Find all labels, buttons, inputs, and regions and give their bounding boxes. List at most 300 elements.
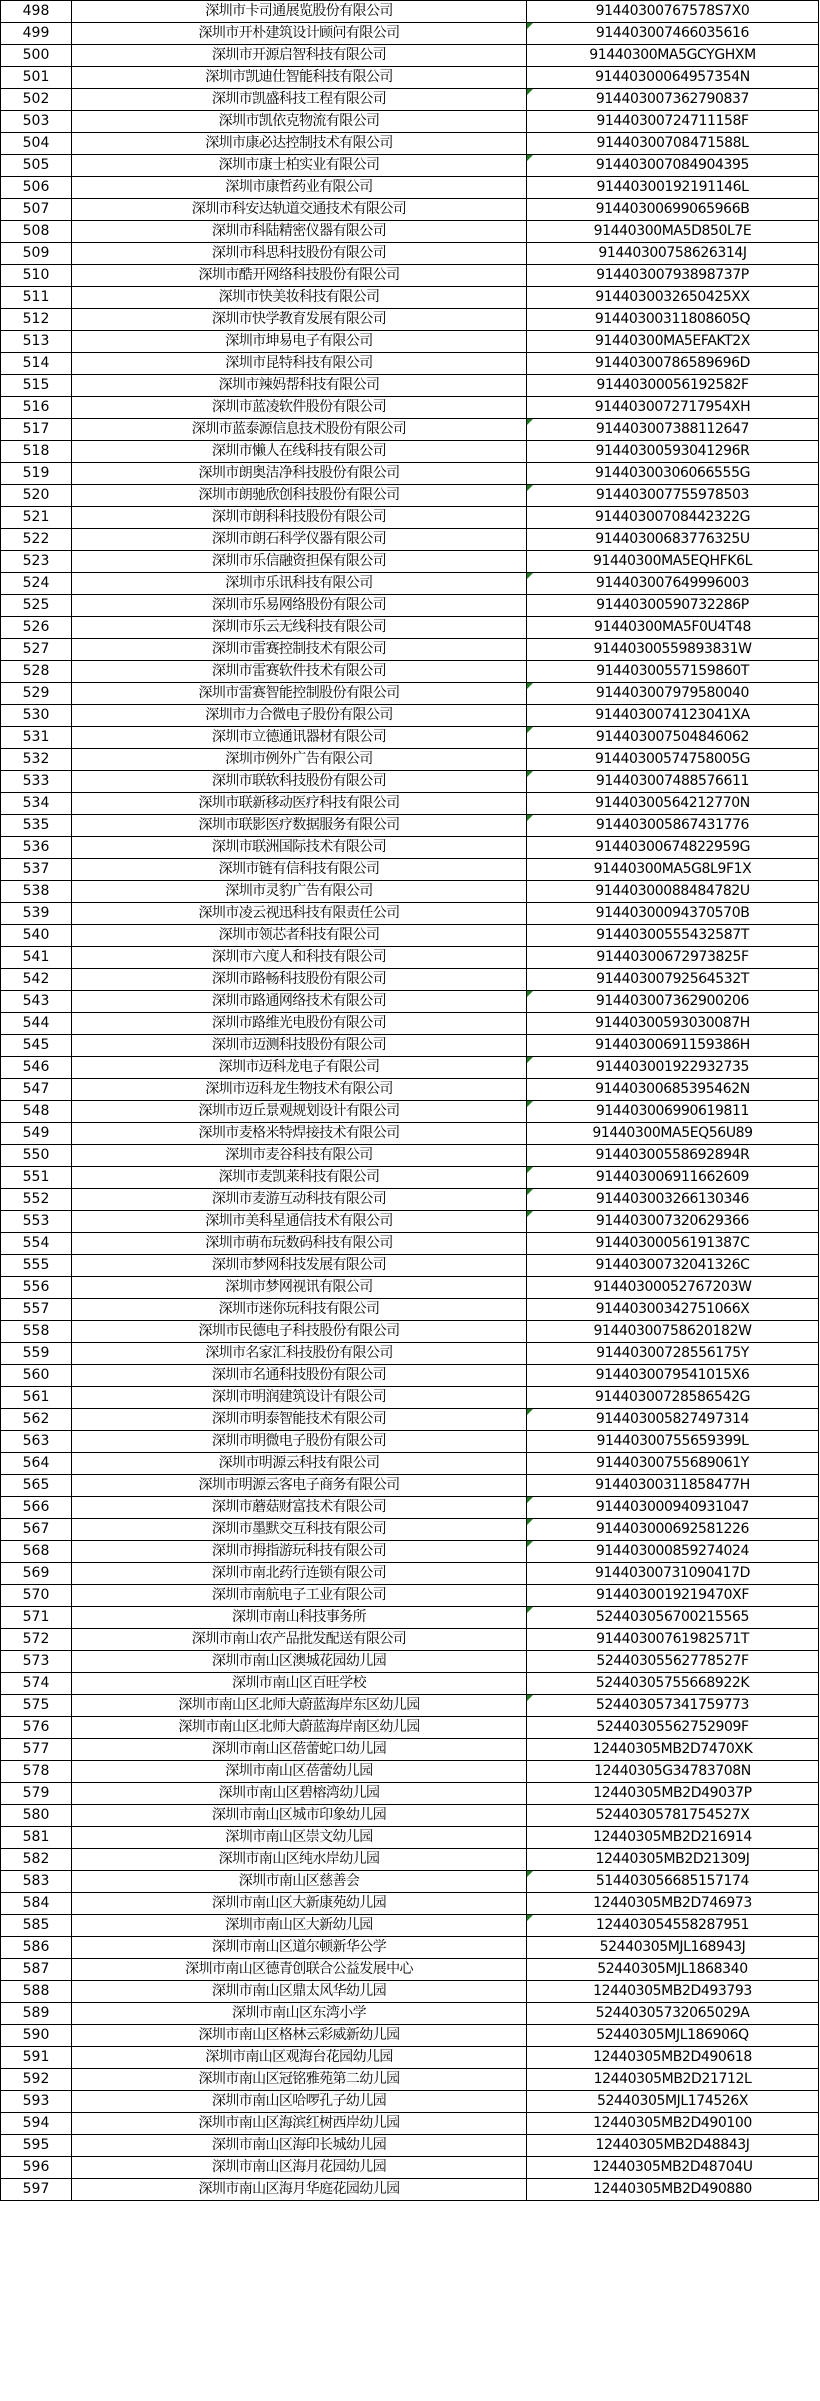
row-number-cell[interactable]: 535 xyxy=(1,815,72,837)
credit-code-cell[interactable]: 91440300311858477H xyxy=(527,1475,819,1497)
credit-code-cell[interactable]: 91440300761982571T xyxy=(527,1629,819,1651)
credit-code-cell[interactable]: 91440300MA5G8L9F1X xyxy=(527,859,819,881)
row-number-cell[interactable]: 538 xyxy=(1,881,72,903)
row-number-cell[interactable]: 559 xyxy=(1,1343,72,1365)
company-name-cell[interactable]: 深圳市乐易网络股份有限公司 xyxy=(72,595,527,617)
company-name-cell[interactable]: 深圳市南山区崇文幼儿园 xyxy=(72,1827,527,1849)
company-name-cell[interactable]: 深圳市拇指游玩科技有限公司 xyxy=(72,1541,527,1563)
credit-code-cell[interactable]: 91440300732041326C xyxy=(527,1255,819,1277)
company-name-cell[interactable]: 深圳市明泰智能技术有限公司 xyxy=(72,1409,527,1431)
company-name-cell[interactable]: 深圳市南山区百旺学校 xyxy=(72,1673,527,1695)
error-indicator-icon[interactable] xyxy=(527,419,533,425)
credit-code-cell[interactable]: 12440305MB2D21712L xyxy=(527,2069,819,2091)
credit-code-cell[interactable]: 914403000859274024 xyxy=(527,1541,819,1563)
row-number-cell[interactable]: 548 xyxy=(1,1101,72,1123)
error-indicator-icon[interactable] xyxy=(527,727,533,733)
row-number-cell[interactable]: 544 xyxy=(1,1013,72,1035)
credit-code-cell[interactable]: 12440305MB2D48704U xyxy=(527,2157,819,2179)
row-number-cell[interactable]: 574 xyxy=(1,1673,72,1695)
row-number-cell[interactable]: 546 xyxy=(1,1057,72,1079)
row-number-cell[interactable]: 590 xyxy=(1,2025,72,2047)
credit-code-cell[interactable]: 91440300793898737P xyxy=(527,265,819,287)
credit-code-cell[interactable]: 52440305MJL1868340 xyxy=(527,1959,819,1981)
company-name-cell[interactable]: 深圳市坤易电子有限公司 xyxy=(72,331,527,353)
company-name-cell[interactable]: 深圳市南山农产品批发配送有限公司 xyxy=(72,1629,527,1651)
company-name-cell[interactable]: 深圳市联洲国际技术有限公司 xyxy=(72,837,527,859)
credit-code-cell[interactable]: 91440300555432587T xyxy=(527,925,819,947)
company-name-cell[interactable]: 深圳市明润建筑设计有限公司 xyxy=(72,1387,527,1409)
credit-code-cell[interactable]: 91440300708471588L xyxy=(527,133,819,155)
company-name-cell[interactable]: 深圳市乐云无线科技有限公司 xyxy=(72,617,527,639)
row-number-cell[interactable]: 554 xyxy=(1,1233,72,1255)
row-number-cell[interactable]: 516 xyxy=(1,397,72,419)
row-number-cell[interactable]: 539 xyxy=(1,903,72,925)
company-name-cell[interactable]: 深圳市开朴建筑设计顾问有限公司 xyxy=(72,23,527,45)
credit-code-cell[interactable]: 91440300786589696D xyxy=(527,353,819,375)
credit-code-cell[interactable]: 91440300064957354N xyxy=(527,67,819,89)
error-indicator-icon[interactable] xyxy=(527,1497,533,1503)
credit-code-cell[interactable]: 914403007084904395 xyxy=(527,155,819,177)
error-indicator-icon[interactable] xyxy=(527,1167,533,1173)
row-number-cell[interactable]: 581 xyxy=(1,1827,72,1849)
company-name-cell[interactable]: 深圳市麦格米特焊接技术有限公司 xyxy=(72,1123,527,1145)
credit-code-cell[interactable]: 91440300574758005G xyxy=(527,749,819,771)
company-name-cell[interactable]: 深圳市懒人在线科技有限公司 xyxy=(72,441,527,463)
row-number-cell[interactable]: 529 xyxy=(1,683,72,705)
company-name-cell[interactable]: 深圳市南山科技事务所 xyxy=(72,1607,527,1629)
company-name-cell[interactable]: 深圳市快学教育发展有限公司 xyxy=(72,309,527,331)
row-number-cell[interactable]: 525 xyxy=(1,595,72,617)
company-name-cell[interactable]: 深圳市凯迪仕智能科技有限公司 xyxy=(72,67,527,89)
row-number-cell[interactable]: 577 xyxy=(1,1739,72,1761)
row-number-cell[interactable]: 543 xyxy=(1,991,72,1013)
row-number-cell[interactable]: 511 xyxy=(1,287,72,309)
error-indicator-icon[interactable] xyxy=(527,89,533,95)
company-name-cell[interactable]: 深圳市迈科龙生物技术有限公司 xyxy=(72,1079,527,1101)
row-number-cell[interactable]: 524 xyxy=(1,573,72,595)
credit-code-cell[interactable]: 9144030072717954XH xyxy=(527,397,819,419)
company-name-cell[interactable]: 深圳市南山区鼎太风华幼儿园 xyxy=(72,1981,527,2003)
credit-code-cell[interactable]: 91440300590732286P xyxy=(527,595,819,617)
row-number-cell[interactable]: 591 xyxy=(1,2047,72,2069)
credit-code-cell[interactable]: 91440300792564532T xyxy=(527,969,819,991)
company-name-cell[interactable]: 深圳市康必达控制技术有限公司 xyxy=(72,133,527,155)
company-name-cell[interactable]: 深圳市朗驰欣创科技股份有限公司 xyxy=(72,485,527,507)
credit-code-cell[interactable]: 91440300691159386H xyxy=(527,1035,819,1057)
company-name-cell[interactable]: 深圳市朗科科技股份有限公司 xyxy=(72,507,527,529)
company-name-cell[interactable]: 深圳市链有信科技有限公司 xyxy=(72,859,527,881)
row-number-cell[interactable]: 530 xyxy=(1,705,72,727)
company-name-cell[interactable]: 深圳市麦谷科技有限公司 xyxy=(72,1145,527,1167)
credit-code-cell[interactable]: 91440300731090417D xyxy=(527,1563,819,1585)
credit-code-cell[interactable]: 91440300MA5F0U4T48 xyxy=(527,617,819,639)
row-number-cell[interactable]: 500 xyxy=(1,45,72,67)
company-name-cell[interactable]: 深圳市凌云视迅科技有限责任公司 xyxy=(72,903,527,925)
company-name-cell[interactable]: 深圳市科思科技股份有限公司 xyxy=(72,243,527,265)
row-number-cell[interactable]: 572 xyxy=(1,1629,72,1651)
row-number-cell[interactable]: 579 xyxy=(1,1783,72,1805)
credit-code-cell[interactable]: 914403000692581226 xyxy=(527,1519,819,1541)
credit-code-cell[interactable]: 914403007488576611 xyxy=(527,771,819,793)
row-number-cell[interactable]: 576 xyxy=(1,1717,72,1739)
company-name-cell[interactable]: 深圳市南山区德青创联合公益发展中心 xyxy=(72,1959,527,1981)
row-number-cell[interactable]: 522 xyxy=(1,529,72,551)
row-number-cell[interactable]: 507 xyxy=(1,199,72,221)
row-number-cell[interactable]: 501 xyxy=(1,67,72,89)
credit-code-cell[interactable]: 91440300767578S7X0 xyxy=(527,1,819,23)
company-name-cell[interactable]: 深圳市迈测科技股份有限公司 xyxy=(72,1035,527,1057)
credit-code-cell[interactable]: 91440300MA5GCYGHXM xyxy=(527,45,819,67)
credit-code-cell[interactable]: 914403007362900206 xyxy=(527,991,819,1013)
row-number-cell[interactable]: 526 xyxy=(1,617,72,639)
company-name-cell[interactable]: 深圳市朗石科学仪器有限公司 xyxy=(72,529,527,551)
company-name-cell[interactable]: 深圳市美科星通信技术有限公司 xyxy=(72,1211,527,1233)
credit-code-cell[interactable]: 91440300728556175Y xyxy=(527,1343,819,1365)
company-name-cell[interactable]: 深圳市朗奥洁净科技股份有限公司 xyxy=(72,463,527,485)
row-number-cell[interactable]: 597 xyxy=(1,2179,72,2201)
company-name-cell[interactable]: 深圳市雷赛智能控制股份有限公司 xyxy=(72,683,527,705)
row-number-cell[interactable]: 532 xyxy=(1,749,72,771)
company-name-cell[interactable]: 深圳市南山区城市印象幼儿园 xyxy=(72,1805,527,1827)
company-name-cell[interactable]: 深圳市蓝泰源信息技术股份有限公司 xyxy=(72,419,527,441)
company-name-cell[interactable]: 深圳市康士柏实业有限公司 xyxy=(72,155,527,177)
error-indicator-icon[interactable] xyxy=(527,683,533,689)
error-indicator-icon[interactable] xyxy=(527,991,533,997)
credit-code-cell[interactable]: 91440300MA5EQHFK6L xyxy=(527,551,819,573)
company-name-cell[interactable]: 深圳市梦网科技发展有限公司 xyxy=(72,1255,527,1277)
credit-code-cell[interactable]: 12440305MB2D49037P xyxy=(527,1783,819,1805)
row-number-cell[interactable]: 519 xyxy=(1,463,72,485)
credit-code-cell[interactable]: 91440300758626314J xyxy=(527,243,819,265)
company-name-cell[interactable]: 深圳市蓝凌软件股份有限公司 xyxy=(72,397,527,419)
row-number-cell[interactable]: 596 xyxy=(1,2157,72,2179)
company-name-cell[interactable]: 深圳市康哲药业有限公司 xyxy=(72,177,527,199)
company-name-cell[interactable]: 深圳市南山区蓓蕾幼儿园 xyxy=(72,1761,527,1783)
company-name-cell[interactable]: 深圳市科陆精密仪器有限公司 xyxy=(72,221,527,243)
credit-code-cell[interactable]: 914403007504846062 xyxy=(527,727,819,749)
row-number-cell[interactable]: 514 xyxy=(1,353,72,375)
row-number-cell[interactable]: 537 xyxy=(1,859,72,881)
row-number-cell[interactable]: 549 xyxy=(1,1123,72,1145)
row-number-cell[interactable]: 561 xyxy=(1,1387,72,1409)
credit-code-cell[interactable]: 91440300MA5EFAKT2X xyxy=(527,331,819,353)
row-number-cell[interactable]: 585 xyxy=(1,1915,72,1937)
company-name-cell[interactable]: 深圳市路通网络技术有限公司 xyxy=(72,991,527,1013)
row-number-cell[interactable]: 510 xyxy=(1,265,72,287)
credit-code-cell[interactable]: 524403056700215565 xyxy=(527,1607,819,1629)
credit-code-cell[interactable]: 914403005867431776 xyxy=(527,815,819,837)
credit-code-cell[interactable]: 91440300758620182W xyxy=(527,1321,819,1343)
company-name-cell[interactable]: 深圳市蘑菇财富技术有限公司 xyxy=(72,1497,527,1519)
company-name-cell[interactable]: 深圳市南航电子工业有限公司 xyxy=(72,1585,527,1607)
row-number-cell[interactable]: 592 xyxy=(1,2069,72,2091)
credit-code-cell[interactable]: 91440300755659399L xyxy=(527,1431,819,1453)
credit-code-cell[interactable]: 12440305MB2D21309J xyxy=(527,1849,819,1871)
credit-code-cell[interactable]: 91440300192191146L xyxy=(527,177,819,199)
row-number-cell[interactable]: 513 xyxy=(1,331,72,353)
row-number-cell[interactable]: 504 xyxy=(1,133,72,155)
credit-code-cell[interactable]: 12440305MB2D490618 xyxy=(527,2047,819,2069)
credit-code-cell[interactable]: 914403007362790837 xyxy=(527,89,819,111)
row-number-cell[interactable]: 568 xyxy=(1,1541,72,1563)
company-name-cell[interactable]: 深圳市南山区慈善会 xyxy=(72,1871,527,1893)
credit-code-cell[interactable]: 914403001922932735 xyxy=(527,1057,819,1079)
credit-code-cell[interactable]: 91440300306066555G xyxy=(527,463,819,485)
row-number-cell[interactable]: 508 xyxy=(1,221,72,243)
company-name-cell[interactable]: 深圳市酷开网络科技股份有限公司 xyxy=(72,265,527,287)
row-number-cell[interactable]: 557 xyxy=(1,1299,72,1321)
credit-code-cell[interactable]: 914403007388112647 xyxy=(527,419,819,441)
error-indicator-icon[interactable] xyxy=(527,1871,533,1877)
row-number-cell[interactable]: 569 xyxy=(1,1563,72,1585)
error-indicator-icon[interactable] xyxy=(527,1211,533,1217)
row-number-cell[interactable]: 503 xyxy=(1,111,72,133)
row-number-cell[interactable]: 533 xyxy=(1,771,72,793)
company-name-cell[interactable]: 深圳市联影医疗数据服务有限公司 xyxy=(72,815,527,837)
company-name-cell[interactable]: 深圳市雷赛软件技术有限公司 xyxy=(72,661,527,683)
company-name-cell[interactable]: 深圳市南山区蓓蕾蛇口幼儿园 xyxy=(72,1739,527,1761)
company-name-cell[interactable]: 深圳市麦游互动科技有限公司 xyxy=(72,1189,527,1211)
error-indicator-icon[interactable] xyxy=(527,573,533,579)
company-name-cell[interactable]: 深圳市迈科龙电子有限公司 xyxy=(72,1057,527,1079)
error-indicator-icon[interactable] xyxy=(527,771,533,777)
credit-code-cell[interactable]: 91440300708442322G xyxy=(527,507,819,529)
company-name-cell[interactable]: 深圳市南山区冠铭雅苑第二幼儿园 xyxy=(72,2069,527,2091)
credit-code-cell[interactable]: 91440300056192582F xyxy=(527,375,819,397)
credit-code-cell[interactable]: 914403007320629366 xyxy=(527,1211,819,1233)
row-number-cell[interactable]: 563 xyxy=(1,1431,72,1453)
row-number-cell[interactable]: 588 xyxy=(1,1981,72,2003)
credit-code-cell[interactable]: 12440305MB2D216914 xyxy=(527,1827,819,1849)
row-number-cell[interactable]: 571 xyxy=(1,1607,72,1629)
row-number-cell[interactable]: 531 xyxy=(1,727,72,749)
company-name-cell[interactable]: 深圳市联新移动医疗科技有限公司 xyxy=(72,793,527,815)
credit-code-cell[interactable]: 91440300557159860T xyxy=(527,661,819,683)
row-number-cell[interactable]: 593 xyxy=(1,2091,72,2113)
row-number-cell[interactable]: 553 xyxy=(1,1211,72,1233)
credit-code-cell[interactable]: 91440300685395462N xyxy=(527,1079,819,1101)
credit-code-cell[interactable]: 91440300056191387C xyxy=(527,1233,819,1255)
company-name-cell[interactable]: 深圳市明微电子股份有限公司 xyxy=(72,1431,527,1453)
row-number-cell[interactable]: 498 xyxy=(1,1,72,23)
row-number-cell[interactable]: 509 xyxy=(1,243,72,265)
credit-code-cell[interactable]: 52440305781754527X xyxy=(527,1805,819,1827)
row-number-cell[interactable]: 528 xyxy=(1,661,72,683)
credit-code-cell[interactable]: 124403054558287951 xyxy=(527,1915,819,1937)
row-number-cell[interactable]: 582 xyxy=(1,1849,72,1871)
row-number-cell[interactable]: 536 xyxy=(1,837,72,859)
row-number-cell[interactable]: 541 xyxy=(1,947,72,969)
company-name-cell[interactable]: 深圳市南山区大新康苑幼儿园 xyxy=(72,1893,527,1915)
row-number-cell[interactable]: 517 xyxy=(1,419,72,441)
credit-code-cell[interactable]: 12440305MB2D490100 xyxy=(527,2113,819,2135)
error-indicator-icon[interactable] xyxy=(527,1409,533,1415)
error-indicator-icon[interactable] xyxy=(527,1189,533,1195)
credit-code-cell[interactable]: 914403007649996003 xyxy=(527,573,819,595)
company-name-cell[interactable]: 深圳市南山区哈啰孔子幼儿园 xyxy=(72,2091,527,2113)
row-number-cell[interactable]: 550 xyxy=(1,1145,72,1167)
company-name-cell[interactable]: 深圳市南北药行连锁有限公司 xyxy=(72,1563,527,1585)
row-number-cell[interactable]: 558 xyxy=(1,1321,72,1343)
row-number-cell[interactable]: 521 xyxy=(1,507,72,529)
credit-code-cell[interactable]: 914403007979580040 xyxy=(527,683,819,705)
row-number-cell[interactable]: 518 xyxy=(1,441,72,463)
credit-code-cell[interactable]: 91440300558692894R xyxy=(527,1145,819,1167)
company-name-cell[interactable]: 深圳市迷你玩科技有限公司 xyxy=(72,1299,527,1321)
company-name-cell[interactable]: 深圳市开源启智科技有限公司 xyxy=(72,45,527,67)
row-number-cell[interactable]: 560 xyxy=(1,1365,72,1387)
row-number-cell[interactable]: 584 xyxy=(1,1893,72,1915)
row-number-cell[interactable]: 565 xyxy=(1,1475,72,1497)
row-number-cell[interactable]: 556 xyxy=(1,1277,72,1299)
credit-code-cell[interactable]: 91440300564212770N xyxy=(527,793,819,815)
row-number-cell[interactable]: 505 xyxy=(1,155,72,177)
company-name-cell[interactable]: 深圳市南山区观海台花园幼儿园 xyxy=(72,2047,527,2069)
company-name-cell[interactable]: 深圳市昆特科技有限公司 xyxy=(72,353,527,375)
row-number-cell[interactable]: 586 xyxy=(1,1937,72,1959)
credit-code-cell[interactable]: 52440305MJL186906Q xyxy=(527,2025,819,2047)
row-number-cell[interactable]: 502 xyxy=(1,89,72,111)
error-indicator-icon[interactable] xyxy=(527,1519,533,1525)
error-indicator-icon[interactable] xyxy=(527,815,533,821)
credit-code-cell[interactable]: 91440300593030087H xyxy=(527,1013,819,1035)
company-name-cell[interactable]: 深圳市南山区道尔顿新华公学 xyxy=(72,1937,527,1959)
company-name-cell[interactable]: 深圳市南山区海月华庭花园幼儿园 xyxy=(72,2179,527,2201)
company-name-cell[interactable]: 深圳市科安达轨道交通技术有限公司 xyxy=(72,199,527,221)
credit-code-cell[interactable]: 91440300672973825F xyxy=(527,947,819,969)
row-number-cell[interactable]: 587 xyxy=(1,1959,72,1981)
company-name-cell[interactable]: 深圳市南山区北师大蔚蓝海岸东区幼儿园 xyxy=(72,1695,527,1717)
credit-code-cell[interactable]: 91440300755689061Y xyxy=(527,1453,819,1475)
error-indicator-icon[interactable] xyxy=(527,23,533,29)
credit-code-cell[interactable]: 9144030019219470XF xyxy=(527,1585,819,1607)
company-name-cell[interactable]: 深圳市明源云客电子商务有限公司 xyxy=(72,1475,527,1497)
credit-code-cell[interactable]: 914403003266130346 xyxy=(527,1189,819,1211)
company-name-cell[interactable]: 深圳市南山区北师大蔚蓝海岸南区幼儿园 xyxy=(72,1717,527,1739)
credit-code-cell[interactable]: 91440300052767203W xyxy=(527,1277,819,1299)
row-number-cell[interactable]: 542 xyxy=(1,969,72,991)
company-name-cell[interactable]: 深圳市路维光电股份有限公司 xyxy=(72,1013,527,1035)
credit-code-cell[interactable]: 12440305MB2D7470XK xyxy=(527,1739,819,1761)
company-name-cell[interactable]: 深圳市麦凯莱科技有限公司 xyxy=(72,1167,527,1189)
credit-code-cell[interactable]: 91440300088484782U xyxy=(527,881,819,903)
credit-code-cell[interactable]: 12440305MB2D490880 xyxy=(527,2179,819,2201)
company-name-cell[interactable]: 深圳市南山区大新幼儿园 xyxy=(72,1915,527,1937)
credit-code-cell[interactable]: 12440305MB2D493793 xyxy=(527,1981,819,2003)
company-name-cell[interactable]: 深圳市南山区海滨红树西岸幼儿园 xyxy=(72,2113,527,2135)
company-name-cell[interactable]: 深圳市名家汇科技股份有限公司 xyxy=(72,1343,527,1365)
credit-code-cell[interactable]: 9144030079541015X6 xyxy=(527,1365,819,1387)
credit-code-cell[interactable]: 91440300674822959G xyxy=(527,837,819,859)
credit-code-cell[interactable]: 914403006990619811 xyxy=(527,1101,819,1123)
company-name-cell[interactable]: 深圳市快美妆科技有限公司 xyxy=(72,287,527,309)
credit-code-cell[interactable]: 914403006911662609 xyxy=(527,1167,819,1189)
company-name-cell[interactable]: 深圳市迈丘景观规划设计有限公司 xyxy=(72,1101,527,1123)
credit-code-cell[interactable]: 91440300683776325U xyxy=(527,529,819,551)
company-name-cell[interactable]: 深圳市立德通讯器材有限公司 xyxy=(72,727,527,749)
error-indicator-icon[interactable] xyxy=(527,1915,533,1921)
credit-code-cell[interactable]: 91440300724711158F xyxy=(527,111,819,133)
company-name-cell[interactable]: 深圳市乐信融资担保有限公司 xyxy=(72,551,527,573)
credit-code-cell[interactable]: 91440300094370570B xyxy=(527,903,819,925)
row-number-cell[interactable]: 527 xyxy=(1,639,72,661)
row-number-cell[interactable]: 570 xyxy=(1,1585,72,1607)
row-number-cell[interactable]: 552 xyxy=(1,1189,72,1211)
row-number-cell[interactable]: 589 xyxy=(1,2003,72,2025)
row-number-cell[interactable]: 534 xyxy=(1,793,72,815)
row-number-cell[interactable]: 499 xyxy=(1,23,72,45)
company-name-cell[interactable]: 深圳市南山区海印长城幼儿园 xyxy=(72,2135,527,2157)
company-name-cell[interactable]: 深圳市例外广告有限公司 xyxy=(72,749,527,771)
row-number-cell[interactable]: 520 xyxy=(1,485,72,507)
company-name-cell[interactable]: 深圳市南山区东湾小学 xyxy=(72,2003,527,2025)
row-number-cell[interactable]: 545 xyxy=(1,1035,72,1057)
error-indicator-icon[interactable] xyxy=(527,155,533,161)
row-number-cell[interactable]: 515 xyxy=(1,375,72,397)
row-number-cell[interactable]: 555 xyxy=(1,1255,72,1277)
company-name-cell[interactable]: 深圳市明源云科技有限公司 xyxy=(72,1453,527,1475)
company-name-cell[interactable]: 深圳市梦网视讯有限公司 xyxy=(72,1277,527,1299)
company-name-cell[interactable]: 深圳市南山区海月花园幼儿园 xyxy=(72,2157,527,2179)
credit-code-cell[interactable]: 9144030032650425XX xyxy=(527,287,819,309)
row-number-cell[interactable]: 595 xyxy=(1,2135,72,2157)
error-indicator-icon[interactable] xyxy=(527,1607,533,1613)
company-name-cell[interactable]: 深圳市六度人和科技有限公司 xyxy=(72,947,527,969)
error-indicator-icon[interactable] xyxy=(527,1057,533,1063)
credit-code-cell[interactable]: 914403007466035616 xyxy=(527,23,819,45)
company-name-cell[interactable]: 深圳市灵豹广告有限公司 xyxy=(72,881,527,903)
credit-code-cell[interactable]: 52440305732065029A xyxy=(527,2003,819,2025)
company-name-cell[interactable]: 深圳市领芯者科技有限公司 xyxy=(72,925,527,947)
row-number-cell[interactable]: 575 xyxy=(1,1695,72,1717)
row-number-cell[interactable]: 583 xyxy=(1,1871,72,1893)
company-name-cell[interactable]: 深圳市民德电子科技股份有限公司 xyxy=(72,1321,527,1343)
row-number-cell[interactable]: 573 xyxy=(1,1651,72,1673)
row-number-cell[interactable]: 523 xyxy=(1,551,72,573)
credit-code-cell[interactable]: 91440300699065966B xyxy=(527,199,819,221)
credit-code-cell[interactable]: 91440300593041296R xyxy=(527,441,819,463)
company-name-cell[interactable]: 深圳市辣妈帮科技有限公司 xyxy=(72,375,527,397)
credit-code-cell[interactable]: 9144030074123041XA xyxy=(527,705,819,727)
credit-code-cell[interactable]: 524403057341759773 xyxy=(527,1695,819,1717)
company-name-cell[interactable]: 深圳市力合微电子股份有限公司 xyxy=(72,705,527,727)
company-name-cell[interactable]: 深圳市南山区碧榕湾幼儿园 xyxy=(72,1783,527,1805)
company-name-cell[interactable]: 深圳市卡司通展览股份有限公司 xyxy=(72,1,527,23)
credit-code-cell[interactable]: 52440305562752909F xyxy=(527,1717,819,1739)
credit-code-cell[interactable]: 914403005827497314 xyxy=(527,1409,819,1431)
row-number-cell[interactable]: 562 xyxy=(1,1409,72,1431)
error-indicator-icon[interactable] xyxy=(527,485,533,491)
company-name-cell[interactable]: 深圳市南山区澳城花园幼儿园 xyxy=(72,1651,527,1673)
credit-code-cell[interactable]: 52440305755668922K xyxy=(527,1673,819,1695)
row-number-cell[interactable]: 512 xyxy=(1,309,72,331)
credit-code-cell[interactable]: 91440300342751066X xyxy=(527,1299,819,1321)
credit-code-cell[interactable]: 914403000940931047 xyxy=(527,1497,819,1519)
row-number-cell[interactable]: 564 xyxy=(1,1453,72,1475)
company-name-cell[interactable]: 深圳市墨默交互科技有限公司 xyxy=(72,1519,527,1541)
company-name-cell[interactable]: 深圳市凯盛科技工程有限公司 xyxy=(72,89,527,111)
credit-code-cell[interactable]: 91440300MA5EQ56U89 xyxy=(527,1123,819,1145)
credit-code-cell[interactable]: 12440305MB2D48843J xyxy=(527,2135,819,2157)
row-number-cell[interactable]: 551 xyxy=(1,1167,72,1189)
row-number-cell[interactable]: 547 xyxy=(1,1079,72,1101)
company-name-cell[interactable]: 深圳市萌布玩数码科技有限公司 xyxy=(72,1233,527,1255)
credit-code-cell[interactable]: 914403007755978503 xyxy=(527,485,819,507)
credit-code-cell[interactable]: 12440305MB2D746973 xyxy=(527,1893,819,1915)
credit-code-cell[interactable]: 52440305MJL174526X xyxy=(527,2091,819,2113)
company-name-cell[interactable]: 深圳市南山区纯水岸幼儿园 xyxy=(72,1849,527,1871)
credit-code-cell[interactable]: 52440305MJL168943J xyxy=(527,1937,819,1959)
